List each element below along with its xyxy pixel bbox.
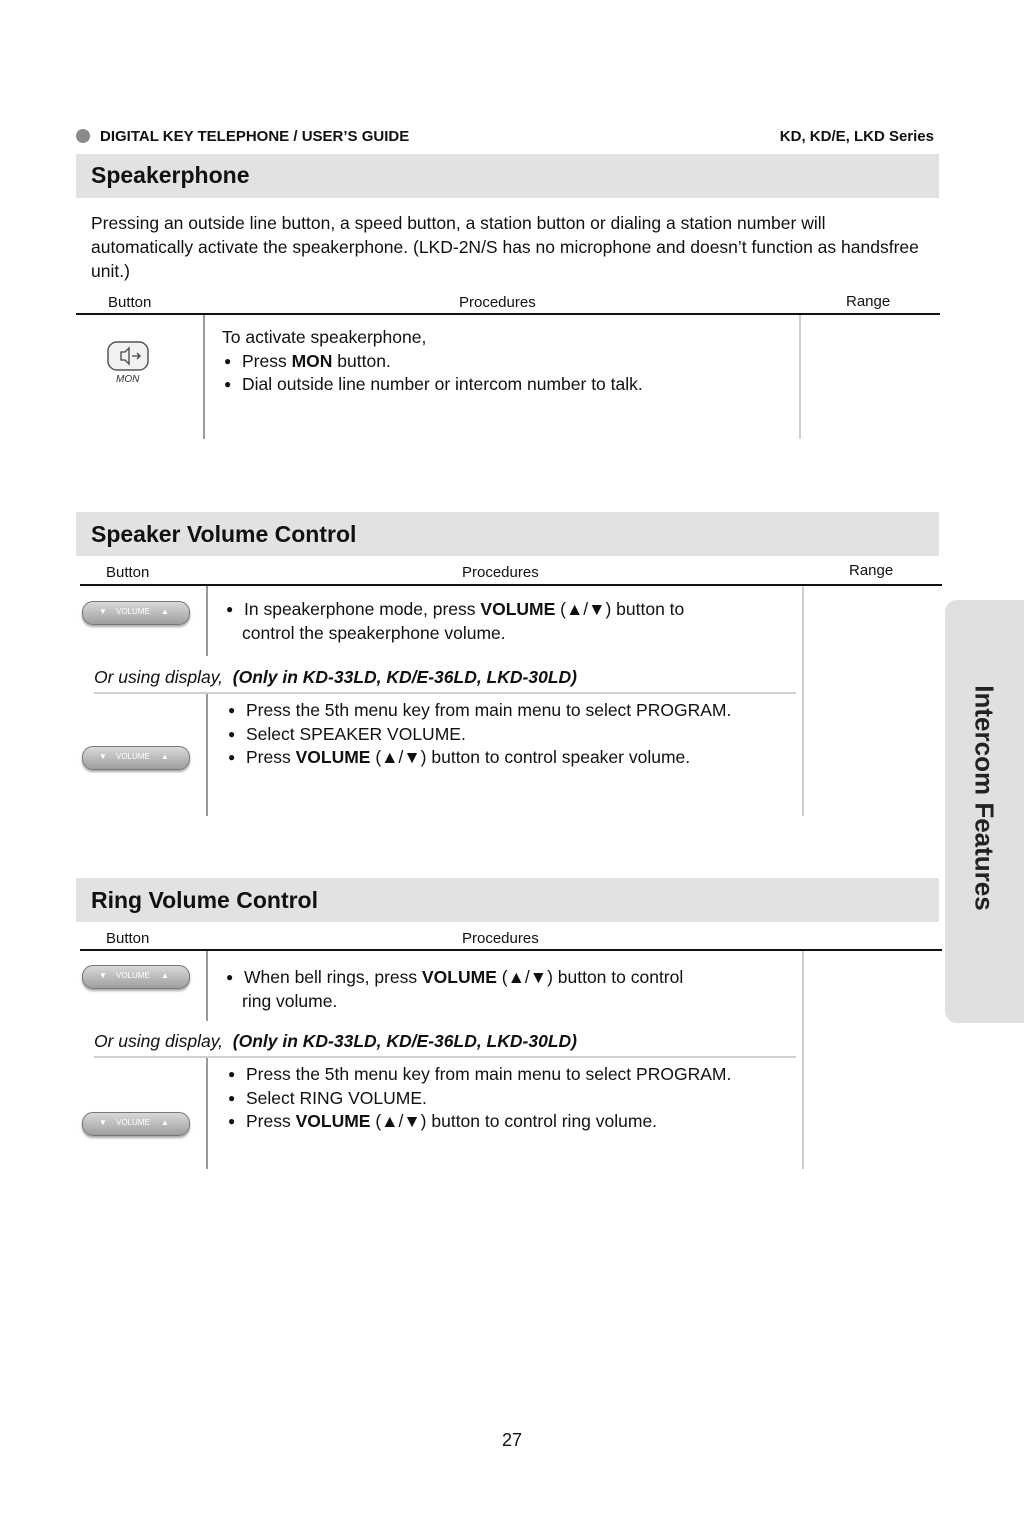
speakerphone-title: Speakerphone	[91, 162, 250, 188]
table-rule-light	[94, 692, 796, 694]
page-number: 27	[501, 1430, 523, 1450]
series-label: KD, KD/E, LKD Series	[779, 128, 934, 145]
column-divider	[206, 951, 208, 1021]
volume-button-icon: ▼ VOLUME ▲	[82, 1112, 190, 1136]
col-button-header: Button	[108, 294, 152, 311]
table-rule	[80, 949, 942, 951]
display-alternative-note: Or using display, (Only in KD-33LD, KD/E-36LD, LKD-30LD)	[94, 1031, 577, 1051]
col-procedures-header: Procedures	[462, 564, 539, 581]
col-range-header: Range	[846, 293, 891, 310]
procedure-lead: To activate speakerphone,	[222, 327, 427, 347]
procedure-step: ● When bell rings, press VOLUME (▲/▼) button to control	[224, 966, 794, 990]
column-divider	[799, 315, 801, 439]
col-procedures-header: Procedures	[459, 294, 536, 311]
procedure-step: ● Dial outside line number or intercom number to talk.	[222, 373, 792, 397]
display-alternative-note: Or using display, (Only in KD-33LD, KD/E-36LD, LKD-30LD)	[94, 667, 577, 687]
speakerphone-intro: Pressing an outside line button, a speed button, a station button or dialing a station number will automatically activate the speakerphone. (LKD-2N/S has no microphone and doesn’t function as handsfree unit.)	[91, 213, 919, 281]
table-rule	[76, 313, 940, 315]
ring-volume-display-steps	[226, 1063, 800, 1134]
procedure-step: ● Select SPEAKER VOLUME.	[226, 723, 800, 747]
volume-button-icon: ▼ VOLUME ▲	[82, 965, 190, 989]
chapter-tab-label: Intercom Features	[969, 685, 1000, 911]
column-divider	[203, 315, 205, 439]
procedure-step: ● Press the 5th menu key from main menu to select PROGRAM.	[226, 699, 800, 723]
table-rule	[80, 584, 942, 586]
mon-button-label: MON	[116, 374, 140, 385]
col-button-header: Button	[106, 564, 150, 581]
procedure-step-continued: ring volume.	[242, 990, 338, 1011]
speaker-volume-title: Speaker Volume Control	[91, 521, 357, 547]
ring-volume-step	[224, 966, 794, 1013]
speaker-volume-step	[224, 598, 794, 645]
column-divider	[206, 1058, 208, 1169]
guide-title: DIGITAL KEY TELEPHONE / USER’S GUIDE	[100, 128, 410, 145]
volume-button-icon: ▼ VOLUME ▲	[82, 746, 190, 770]
procedure-step: ● Press VOLUME (▲/▼) button to control speaker volume.	[226, 746, 800, 770]
col-procedures-header: Procedures	[462, 930, 539, 947]
speakerphone-procedure	[222, 326, 792, 397]
procedure-step: ● Press MON button.	[222, 350, 792, 374]
procedure-step: ● Press the 5th menu key from main menu to select PROGRAM.	[226, 1063, 800, 1087]
speaker-volume-display-steps	[226, 699, 800, 770]
column-divider	[206, 694, 208, 816]
ring-volume-title: Ring Volume Control	[91, 887, 319, 913]
procedure-step: ● Select RING VOLUME.	[226, 1087, 800, 1111]
col-range-header: Range	[849, 562, 894, 579]
column-divider	[802, 951, 804, 1169]
col-button-header: Button	[106, 930, 150, 947]
mon-button-icon	[106, 340, 150, 372]
volume-button-icon: ▼ VOLUME ▲	[82, 601, 190, 625]
column-divider	[802, 586, 804, 816]
header-bullet-icon	[76, 129, 90, 143]
procedure-step: ● In speakerphone mode, press VOLUME (▲/▼) button to	[224, 598, 794, 622]
procedure-step: ● Press VOLUME (▲/▼) button to control ring volume.	[226, 1110, 800, 1134]
table-rule-light	[94, 1056, 796, 1058]
procedure-step-continued: control the speakerphone volume.	[242, 622, 506, 643]
column-divider	[206, 586, 208, 656]
